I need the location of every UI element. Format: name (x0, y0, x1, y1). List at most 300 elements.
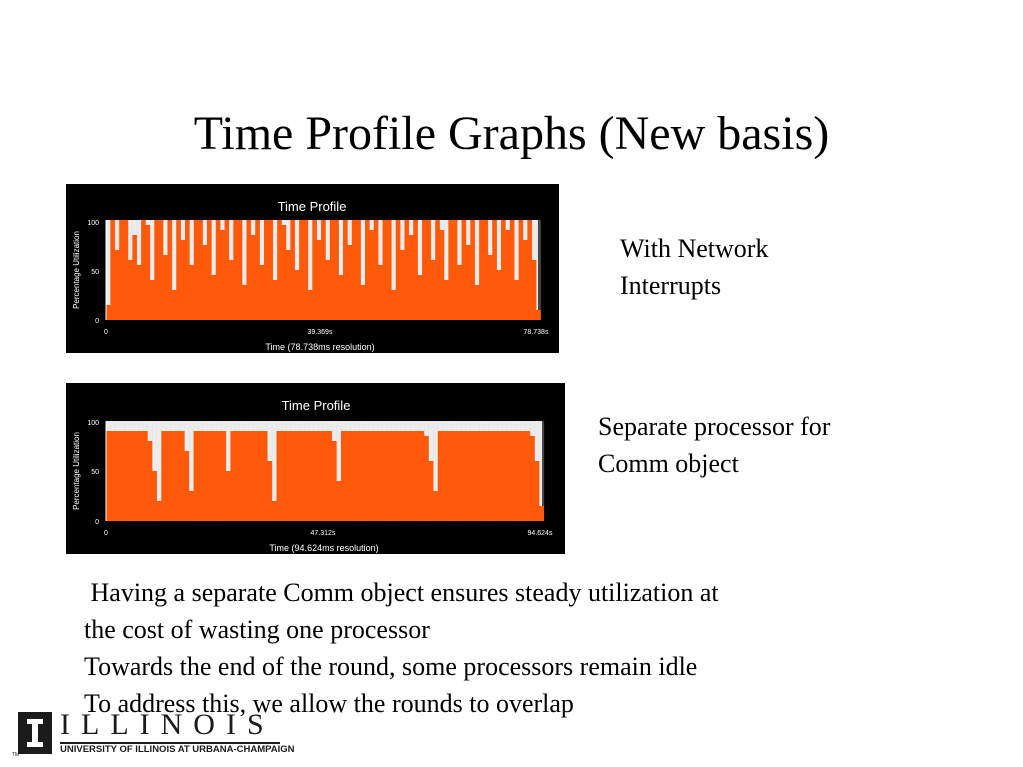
chart-2-utilization-bar (350, 431, 355, 521)
chart-1-utilization-bar (124, 220, 129, 320)
chart-2-utilization-bar (184, 451, 189, 521)
chart-1-idle-bar (475, 220, 480, 285)
chart-1-utilization-bar (497, 270, 502, 320)
chart-1-utilization-bar (194, 220, 199, 320)
chart-1-idle-bar (308, 220, 313, 290)
chart-1-utilization-bar (488, 255, 493, 320)
chart-1-utilization-bar (325, 260, 330, 320)
chart-2-utilization-bar (355, 431, 360, 521)
chart-2-utilization-bar (442, 431, 447, 521)
chart-2-utilization-bar (134, 431, 139, 521)
chart-1-utilization-bar (532, 260, 537, 320)
chart-2-idle-bar (300, 421, 305, 431)
chart-2-utilization-bar (115, 431, 120, 521)
chart-1-utilization-bar (352, 220, 357, 320)
chart-1-utilization-bar (154, 220, 159, 320)
chart-1-utilization-bar (492, 220, 497, 320)
chart-2-utilization-bar (221, 431, 226, 521)
chart-2-idle-bar (364, 421, 369, 431)
chart-1-ytick-100: 100 (87, 220, 99, 227)
chart-2-idle-bar (507, 421, 512, 431)
chart-2-idle-bar (461, 421, 466, 431)
chart-2-title: Time Profile (281, 398, 351, 413)
chart-2-idle-bar (323, 421, 328, 431)
chart-1-utilization-bar (501, 220, 506, 320)
chart-2-utilization-bar (456, 431, 461, 521)
chart-1-utilization-bar (286, 250, 291, 320)
logo-trademark: TM (12, 752, 20, 758)
chart-1-utilization-bar (273, 280, 278, 320)
chart-2-idle-bar (327, 421, 332, 431)
chart-2-utilization-bar (382, 431, 387, 521)
chart-2-utilization-bar (359, 431, 364, 521)
chart-2-utilization-bar (507, 431, 512, 521)
chart-2-utilization-bar (346, 431, 351, 521)
chart-2-idle-bar (267, 421, 272, 461)
chart-1-idle-bar (325, 220, 330, 260)
chart-1-utilization-bar (299, 220, 304, 320)
chart-2-idle-bar (221, 421, 226, 431)
chart-2-idle-bar (230, 421, 235, 431)
chart-1-utilization-bar (268, 220, 273, 320)
chart-2-utilization-bar (323, 431, 328, 521)
chart-1-utilization-bar (132, 235, 137, 320)
chart-1-utilization-bar (264, 220, 269, 320)
chart-1-utilization-bar (475, 285, 480, 320)
chart-2-idle-bar (470, 421, 475, 431)
chart-1-utilization-bar (457, 265, 462, 320)
chart-2-utilization-bar (484, 431, 489, 521)
chart-1-idle-bar (115, 220, 120, 250)
chart-2-idle-bar (433, 421, 438, 491)
chart-2-idle-bar (382, 421, 387, 431)
chart-2-idle-bar (429, 421, 434, 461)
chart-1-idle-bar (150, 220, 155, 280)
chart-2-utilization-bar (378, 431, 383, 521)
chart-2-utilization-bar (479, 431, 484, 521)
chart-2-utilization-bar (180, 431, 185, 521)
chart-2-utilization-bar (535, 461, 540, 521)
chart-1-utilization-bar (282, 225, 287, 320)
chart-2-utilization-bar (364, 431, 369, 521)
chart-2-utilization-bar (226, 471, 231, 521)
chart-2-utilization-bar (244, 431, 249, 521)
chart-2-idle-bar (203, 421, 208, 431)
chart-2-idle-bar (535, 421, 540, 461)
chart-1-xlabel: Time (78.738ms resolution) (265, 342, 375, 352)
chart-2-idle-bar (475, 421, 480, 431)
chart-2-idle-bar (488, 421, 493, 431)
chart-2-utilization-bar (290, 431, 295, 521)
chart-2-idle-bar (406, 421, 411, 431)
chart-2-utilization-bar (152, 471, 157, 521)
chart-2-xtick-start: 0 (104, 530, 108, 537)
chart-1-utilization-bar (453, 220, 458, 320)
chart-2-utilization-bar (230, 431, 235, 521)
chart-2-utilization-bar (332, 441, 337, 521)
chart-1-utilization-bar (361, 285, 366, 320)
chart-1-utilization-bar (304, 220, 309, 320)
chart-2-idle-bar (138, 421, 143, 431)
chart-1-xtick-mid: 39.369s (307, 329, 333, 336)
chart-1-utilization-bar (536, 310, 541, 320)
chart-1-idle-bar (220, 220, 225, 230)
time-profile-chart-1-svg (66, 184, 559, 353)
chart-1-utilization-bar (448, 220, 453, 320)
chart-2-idle-bar (369, 421, 374, 431)
chart-1-utilization-bar (295, 270, 300, 320)
chart-2-utilization-bar (309, 431, 314, 521)
chart-2-idle-bar (465, 421, 470, 431)
body-line-1: Having a separate Comm object ensures steady utilization at (84, 578, 719, 607)
chart-2-utilization-bar (295, 431, 300, 521)
chart-1-utilization-bar (435, 220, 440, 320)
chart-2-utilization-bar (424, 436, 429, 521)
chart-1-idle-bar (431, 220, 436, 260)
chart-2-utilization-bar (157, 501, 162, 521)
chart-1-utilization-bar (176, 220, 181, 320)
chart-1-idle-bar (369, 220, 374, 230)
chart-1-idle-bar (163, 220, 168, 255)
chart-2-idle-bar (355, 421, 360, 431)
chart-1-xtick-start: 0 (104, 329, 108, 336)
chart-1-utilization-bar (146, 225, 151, 320)
chart-2-idle-bar (521, 421, 526, 431)
chart-2-caption-line-1: Separate processor for (598, 412, 831, 441)
chart-1-idle-bar (440, 220, 445, 230)
chart-2-idle-bar (276, 421, 281, 431)
chart-1-utilization-bar (317, 240, 322, 320)
chart-2-utilization-bar (387, 431, 392, 521)
chart-1-utilization-bar (203, 245, 208, 320)
chart-2-idle-bar (120, 421, 125, 431)
chart-1-idle-bar (286, 220, 291, 250)
chart-2-utilization-bar (415, 431, 420, 521)
chart-1-utilization-bar (128, 260, 133, 320)
chart-2-idle-bar (129, 421, 134, 431)
chart-2-idle-bar (235, 421, 240, 431)
chart-1-idle-bar (457, 220, 462, 265)
chart-2-idle-bar (313, 421, 318, 431)
chart-2-idle-bar (516, 421, 521, 431)
chart-2-idle-bar (378, 421, 383, 431)
chart-2-caption-line-2: Comm object (598, 449, 739, 478)
block-i-icon (18, 712, 52, 754)
chart-1-idle-bar (317, 220, 322, 240)
chart-2-idle-bar (387, 421, 392, 431)
chart-2-utilization-bar (166, 431, 171, 521)
chart-2-utilization-bar (406, 431, 411, 521)
chart-1-utilization-bar (110, 220, 115, 320)
chart-2-idle-bar (309, 421, 314, 431)
chart-2-idle-bar (438, 421, 443, 431)
chart-2-idle-bar (484, 421, 489, 431)
chart-1-utilization-bar (391, 290, 396, 320)
chart-1-utilization-bar (220, 230, 225, 320)
chart-2-utilization-bar (433, 491, 438, 521)
chart-2-idle-bar (502, 421, 507, 431)
chart-1-utilization-bar (483, 220, 488, 320)
chart-2-idle-bar (184, 421, 189, 451)
chart-2-idle-bar (373, 421, 378, 431)
chart-2-idle-bar (511, 421, 516, 431)
chart-2-utilization-bar (253, 431, 258, 521)
chart-1-utilization-bar (290, 220, 295, 320)
chart-1-utilization-bar (365, 220, 370, 320)
chart-1-utilization-bar (426, 220, 431, 320)
chart-2-utilization-bar (138, 431, 143, 521)
chart-1-idle-bar (444, 220, 449, 280)
chart-1-idle-bar (536, 220, 541, 310)
chart-1-idle-bar (229, 220, 234, 260)
chart-1-ytick-50: 50 (91, 269, 99, 276)
chart-2-idle-bar (180, 421, 185, 431)
chart-2-idle-bar (452, 421, 457, 431)
chart-2-utilization-bar (249, 431, 254, 521)
body-line-3: Towards the end of the round, some processors remain idle (84, 652, 698, 681)
chart-2-idle-bar (207, 421, 212, 431)
chart-2-utilization-bar (525, 431, 530, 521)
chart-2-utilization-bar (502, 431, 507, 521)
chart-2-utilization-bar (465, 431, 470, 521)
time-profile-chart-1 (66, 184, 559, 353)
chart-1-utilization-bar (339, 275, 344, 320)
chart-1-idle-bar (378, 220, 383, 265)
chart-1-utilization-bar (440, 230, 445, 320)
chart-2-utilization-bar (475, 431, 480, 521)
chart-2-utilization-bar (369, 431, 374, 521)
chart-2-utilization-bar (493, 431, 498, 521)
chart-2-idle-bar (272, 421, 277, 501)
chart-2-ytick-50: 50 (91, 469, 99, 476)
chart-1-utilization-bar (422, 220, 427, 320)
chart-2-utilization-bar (341, 431, 346, 521)
body-line-2: the cost of wasting one processor (84, 615, 430, 644)
chart-1-idle-bar (211, 220, 216, 275)
chart-2-utilization-bar (470, 431, 475, 521)
chart-2-caption (598, 408, 830, 482)
chart-2-utilization-bar (286, 431, 291, 521)
chart-1-utilization-bar (519, 220, 524, 320)
slide-title: Time Profile Graphs (New basis) (193, 107, 830, 160)
chart-1-utilization-bar (238, 220, 243, 320)
chart-2-idle-bar (392, 421, 397, 431)
chart-1-idle-bar (146, 220, 151, 225)
chart-2-utilization-bar (419, 431, 424, 521)
chart-2-utilization-bar (318, 431, 323, 521)
chart-2-idle-bar (217, 421, 222, 431)
chart-2-utilization-bar (129, 431, 134, 521)
chart-2-idle-bar (166, 421, 171, 431)
chart-2-idle-bar (161, 421, 166, 431)
chart-2-idle-bar (410, 421, 415, 431)
chart-2-utilization-bar (521, 431, 526, 521)
chart-2-idle-bar (286, 421, 291, 431)
chart-1-utilization-bar (115, 250, 120, 320)
chart-1-utilization-bar (260, 265, 265, 320)
body-line-4: To address this, we allow the rounds to overlap (84, 689, 574, 718)
chart-1-utilization-bar (255, 220, 260, 320)
chart-2-idle-bar (171, 421, 176, 431)
chart-2-idle-bar (304, 421, 309, 431)
chart-2-utilization-bar (488, 431, 493, 521)
chart-1-utilization-bar (514, 280, 519, 320)
chart-2-idle-bar (346, 421, 351, 431)
chart-2-idle-bar (198, 421, 203, 431)
chart-1-title: Time Profile (277, 199, 347, 214)
chart-1-idle-bar (295, 220, 300, 270)
chart-2-utilization-bar (143, 431, 148, 521)
chart-2-utilization-bar (147, 441, 152, 521)
chart-1-idle-bar (242, 220, 247, 285)
chart-1-utilization-bar (185, 220, 190, 320)
chart-2-utilization-bar (267, 461, 272, 521)
chart-1-utilization-bar (479, 220, 484, 320)
chart-2-utilization-bar (396, 431, 401, 521)
chart-2-utilization-bar (212, 431, 217, 521)
chart-2-idle-bar (498, 421, 503, 431)
chart-1-idle-bar (347, 220, 352, 245)
chart-1-idle-bar (532, 220, 537, 260)
chart-1-idle-bar (514, 220, 519, 280)
chart-1-utilization-bar (396, 220, 401, 320)
chart-2-idle-bar (106, 421, 111, 431)
chart-2-idle-bar (396, 421, 401, 431)
chart-2-utilization-bar (207, 431, 212, 521)
chart-1-utilization-bar (462, 220, 467, 320)
chart-1-utilization-bar (211, 275, 216, 320)
chart-1-utilization-bar (369, 230, 374, 320)
chart-2-ytick-0: 0 (95, 519, 99, 526)
chart-1-idle-bar (251, 220, 256, 235)
chart-1-utilization-bar (334, 220, 339, 320)
chart-1-utilization-bar (387, 220, 392, 320)
chart-2-utilization-bar (300, 431, 305, 521)
chart-2-utilization-bar (401, 431, 406, 521)
chart-1-utilization-bar (400, 250, 405, 320)
chart-2-idle-bar (447, 421, 452, 431)
chart-2-utilization-bar (373, 431, 378, 521)
chart-1-utilization-bar (409, 235, 414, 320)
time-profile-chart-2 (66, 383, 565, 554)
chart-1-idle-bar (400, 220, 405, 250)
chart-1-utilization-bar (225, 220, 230, 320)
chart-2-utilization-bar (240, 431, 245, 521)
chart-2-utilization-bar (171, 431, 176, 521)
chart-2-idle-bar (147, 421, 152, 441)
chart-1-xtick-end: 78.738s (523, 329, 549, 336)
chart-1-utilization-bar (383, 220, 388, 320)
chart-2-idle-bar (226, 421, 231, 471)
chart-1-idle-bar (391, 220, 396, 290)
chart-1-utilization-bar (356, 220, 361, 320)
chart-2-utilization-bar (189, 491, 194, 521)
chart-2-utilization-bar (194, 431, 199, 521)
chart-1-utilization-bar (207, 220, 212, 320)
chart-1-utilization-bar (159, 220, 164, 320)
chart-1-utilization-bar (418, 275, 423, 320)
chart-2-idle-bar (253, 421, 258, 431)
chart-1-idle-bar (488, 220, 493, 255)
chart-1-idle-bar (181, 220, 186, 240)
chart-2-utilization-bar (258, 431, 263, 521)
chart-2-utilization-bar (175, 431, 180, 521)
logo-wordmark: ILLINOIS (60, 708, 275, 741)
chart-2-idle-bar (157, 421, 162, 501)
chart-2-utilization-bar (106, 431, 111, 521)
chart-2-idle-bar (258, 421, 263, 431)
chart-1-utilization-bar (141, 220, 146, 320)
chart-2-utilization-bar (410, 431, 415, 521)
chart-2-utilization-bar (530, 436, 535, 521)
chart-1-utilization-bar (242, 285, 247, 320)
chart-2-idle-bar (281, 421, 286, 431)
chart-1-idle-bar (273, 220, 278, 280)
chart-1-idle-bar (172, 220, 177, 290)
chart-2-utilization-bar (124, 431, 129, 521)
chart-2-ylabel: Percentage Utilization (72, 432, 81, 510)
chart-1-utilization-bar (106, 305, 111, 320)
chart-1-caption-line-2: Interrupts (620, 271, 722, 300)
logo-university-name: UNIVERSITY OF ILLINOIS AT URBANA-CHAMPAIGN (60, 744, 295, 755)
chart-1-utilization-bar (189, 265, 194, 320)
chart-2-utilization-bar (203, 431, 208, 521)
chart-2-idle-bar (111, 421, 116, 431)
chart-1-utilization-bar (505, 230, 510, 320)
chart-2-idle-bar (212, 421, 217, 431)
chart-1-utilization-bar (510, 220, 515, 320)
chart-2-utilization-bar (281, 431, 286, 521)
chart-1-ytick-0: 0 (95, 318, 99, 325)
chart-1-utilization-bar (233, 220, 238, 320)
chart-1-utilization-bar (229, 260, 234, 320)
chart-1-idle-bar (339, 220, 344, 275)
chart-1-idle-bar (418, 220, 423, 275)
chart-1-utilization-bar (413, 220, 418, 320)
chart-2-idle-bar (244, 421, 249, 431)
chart-2-idle-bar (350, 421, 355, 431)
chart-1-utilization-bar (277, 220, 282, 320)
chart-2-utilization-bar (336, 481, 341, 521)
time-profile-chart-2-svg (66, 383, 565, 554)
chart-2-utilization-bar (313, 431, 318, 521)
chart-2-idle-bar (318, 421, 323, 431)
chart-2-idle-bar (240, 421, 245, 431)
chart-1-utilization-bar (246, 220, 251, 320)
chart-2-xlabel: Time (94.624ms resolution) (269, 543, 379, 553)
chart-1-utilization-bar (431, 260, 436, 320)
chart-2-idle-bar (341, 421, 346, 431)
chart-2-idle-bar (175, 421, 180, 431)
chart-1-utilization-bar (163, 255, 168, 320)
chart-2-utilization-bar (272, 501, 277, 521)
chart-2-utilization-bar (235, 431, 240, 521)
chart-1-utilization-bar (374, 220, 379, 320)
chart-1-idle-bar (189, 220, 194, 265)
chart-2-utilization-bar (438, 431, 443, 521)
chart-2-utilization-bar (392, 431, 397, 521)
chart-2-idle-bar (493, 421, 498, 431)
chart-2-utilization-bar (461, 431, 466, 521)
chart-1-utilization-bar (470, 220, 475, 320)
illinois-logo (12, 708, 295, 760)
chart-2-idle-bar (442, 421, 447, 431)
chart-2-utilization-bar (516, 431, 521, 521)
chart-2-idle-bar (530, 421, 535, 436)
chart-2-utilization-bar (511, 431, 516, 521)
chart-1-utilization-bar (312, 220, 317, 320)
chart-2-idle-bar (194, 421, 199, 431)
